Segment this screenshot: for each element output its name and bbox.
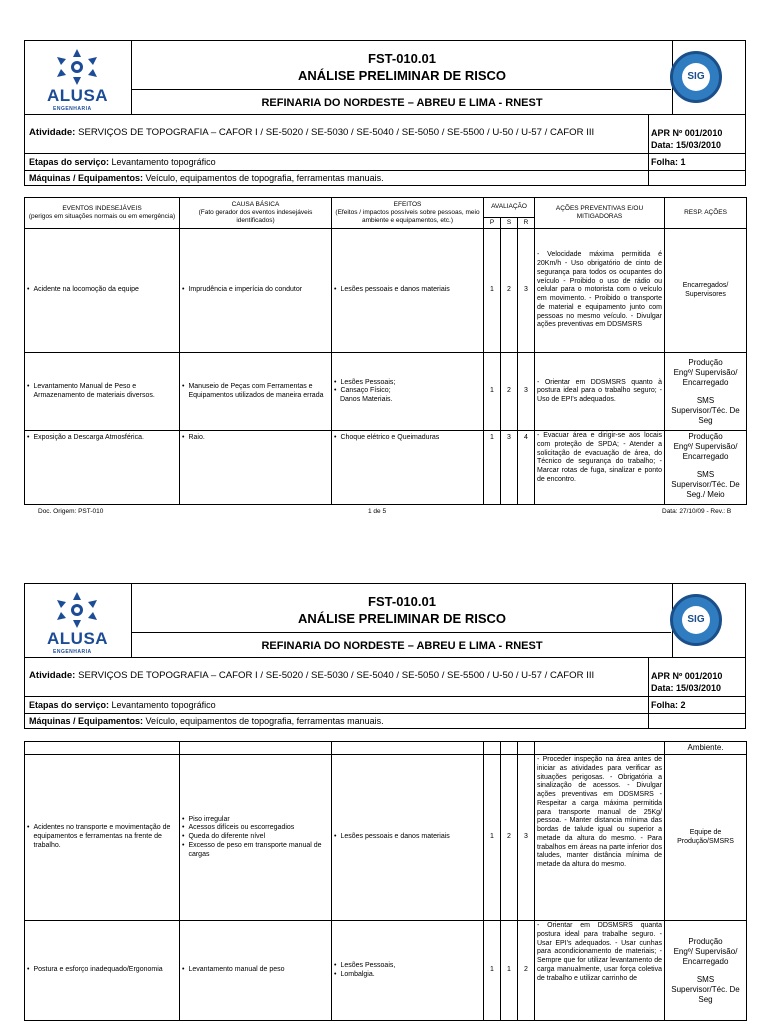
resp: Supervisor/Téc. De Seg./ Meio xyxy=(671,480,740,500)
acoes: - Orientar em DDSMSRS quanta postura ideal para trabalhe seguro. - Usar EPI's adequados. - Usar cunhas para acondicionamento de materiais; - Sempre que for utilizar levantamento de carga manualmente, usar força coletiva de trabalho e utilizar carrinho de xyxy=(535,921,665,1021)
table-row: • Levantamento Manual de Peso e Armazenamento de materiais diversos. • Manuseio de Peças com Ferramentas e Equipamentos utilizados de maneira errada • Lesões Pessoais; • Cansaço Físico; Danos Materiais. 1 2 3 - Orientar em DDSMSRS quanto à postura ideal para o trabalho seguro; - Uso de EPI's adequados. Produção Engº/ Supervisão/ Encarregado SMS Supervisor/Téc. De Seg xyxy=(25,353,747,431)
machines-label: Máquinas / Equipamentos: xyxy=(29,716,144,726)
r-value: 3 xyxy=(518,755,535,921)
causa: Manuseio de Peças com Ferramentas e Equipamentos utilizados de maneira errada xyxy=(188,382,324,399)
logo-subtext: ENGENHARIA xyxy=(53,106,92,112)
efeito: Cansaço Físico; xyxy=(340,387,391,395)
folha-number: Folha: 1 xyxy=(651,157,686,167)
s-value: 1 xyxy=(501,921,518,1021)
doc-code: FST-010.01 xyxy=(368,51,436,66)
efeito: Lesões pessoais e danos materiais xyxy=(340,286,450,294)
doc-title: ANÁLISE PRELIMINAR DE RISCO xyxy=(297,611,506,626)
steps-row xyxy=(29,157,216,167)
col-eventos: EVENTOS INDESEJÁVEIS (perigos em situações normais ou em emergência) xyxy=(25,198,180,229)
activity-text: SERVIÇOS DE TOPOGRAFIA – CAFOR I / SE-5020 / SE-5030 / SE-5040 / SE-5050 / SE-5500 / U-50 / U-57 / CAFOR III xyxy=(78,670,595,681)
table-row xyxy=(25,742,747,755)
p-value: 1 xyxy=(484,755,501,921)
steps-label: Etapas do serviço: xyxy=(29,157,110,167)
resp: Encarregados/ Supervisores xyxy=(665,229,747,353)
resp: Engº/ Supervisão/ Encarregado xyxy=(673,367,738,387)
steps-text: Levantamento topográfico xyxy=(111,700,216,710)
table-row: • Acidentes no transporte e movimentação de equipamentos e ferramentas na frente de trabalho. • Piso irregular • Acessos difíceis ou escorregadios • Queda do diferente nível • Excesso de peso em transporte manual de cargas • Lesões pessoais e danos materiais 1 2 3 - Proceder inspeção na área antes de iniciar as atividades para verificar as situações perigosas. - Obrigatória a sinalização de acessos. - Divulgar ações preventivas em DDSMSRS - Respeitar a carga máxima permitida para transporte manual de 25Kg/ pessoa. - Manter distancia mínima das bordas de talude igual ou superior a metade da altura do mesmo. - Para trabalhos em áreas na parte inferior dos taludes, manter distância mínima de metade da altura do mesmo. Equipe de Produção/SMSRS xyxy=(25,755,747,921)
resp: Equipe de Produção/SMSRS xyxy=(665,755,747,921)
machines-row xyxy=(29,716,384,726)
alusa-emblem-icon xyxy=(53,590,101,630)
p-value: 1 xyxy=(484,431,501,505)
col-avaliacao: AVALIAÇÃO xyxy=(484,198,535,218)
folha-number: Folha: 2 xyxy=(651,700,686,710)
col-causa: CAUSA BÁSICA (Fato gerador dos eventos indesejáveis identificados) xyxy=(180,198,332,229)
acoes: - Orientar em DDSMSRS quanto à postura ideal para o trabalho seguro; - Uso de EPI's adequados. xyxy=(535,353,665,431)
resp: Produção xyxy=(688,936,723,946)
causa: Piso irregular xyxy=(188,815,230,823)
p-value: 1 xyxy=(484,921,501,1021)
s-value: 2 xyxy=(501,755,518,921)
resp: SMS xyxy=(696,395,715,405)
table-row: • Postura e esforço inadequado/Ergonomia • Levantamento manual de peso • Lesões Pessoais, • Lombalgia. 1 1 2 - Orientar em DDSMSRS quanta postura ideal para trabalhe seguro. - Usar EPI's adequados. - Usar cunhas para acondicionamento de materiais; - Sempre que for utilizar levantamento de carga manualmente, usar força coletiva de trabalho e utilizar carrinho de Produção Engº/ Supervisão/ Encarregado SMS Supervisor/Téc. De Seg xyxy=(25,921,747,1021)
machines-label: Máquinas / Equipamentos: xyxy=(29,173,144,183)
acoes: - Velocidade máxima permitida é 20Km/h - Uso obrigatório de cinto de segurança para todos os ocupantes do veículo - Proibido o uso de rádio ou celular para o motorista com o veículo em movimento. - Proibido o transporte de material e equipamento junto com pessoas no mesmo veículo. - Divulgar ações preventivas em DDSMSRS xyxy=(535,229,665,353)
steps-text: Levantamento topográfico xyxy=(111,157,216,167)
logo-subtext: ENGENHARIA xyxy=(53,649,92,655)
acoes: - Proceder inspeção na área antes de iniciar as atividades para verificar as situações perigosas. - Obrigatória a sinalização de acessos. - Divulgar ações preventivas em DDSMSRS - Respeitar a carga máxima permitida para transporte manual de 25Kg/ pessoa. - Manter distancia mínima das bordas de talude igual ou superior a metade da altura do mesmo. - Para trabalhos em áreas na parte inferior dos taludes, manter distância mínima de metade da altura do mesmo. xyxy=(535,755,665,921)
logo-text: ALUSA xyxy=(47,86,109,105)
efeito: Choque elétrico e Queimaduras xyxy=(340,434,440,442)
machines-text: Veículo, equipamentos de topografia, ferramentas manuais. xyxy=(145,716,384,726)
table-header-row xyxy=(25,198,747,218)
plant-name: REFINARIA DO NORDESTE – ABREU E LIMA - RNEST xyxy=(261,97,543,109)
page2-header xyxy=(24,583,746,729)
col-acoes: AÇÕES PREVENTIVAS E/OU MITIGADORAS xyxy=(535,198,665,229)
table-row: • Exposição a Descarga Atmosférica. • Raio. • Choque elétrico e Queimaduras 1 3 4 - Evacuar área e dirigir-se aos locais com proteção de SPDA; - Atender a solicitação de evacuação de área, do Técnico de segurança do trabalho; - Marcar rotas de fuga, sinalizar e ponto de encontro. Produção Engº/ Supervisão/ Encarregado SMS Supervisor/Téc. De Seg./ Meio xyxy=(25,431,747,505)
efeito: Lesões Pessoais, xyxy=(340,961,396,969)
s-value: 3 xyxy=(501,431,518,505)
efeito: Danos Materiais. xyxy=(339,396,393,403)
steps-row xyxy=(29,700,216,710)
r-value: 2 xyxy=(518,921,535,1021)
resp: Ambiente. xyxy=(665,742,747,755)
efeito: Lesões pessoais e danos materiais xyxy=(340,833,450,841)
apr-number: APR Nº 001/2010 xyxy=(651,128,723,138)
col-efeitos: EFEITOS (Efeitos / impactos possíveis sobre pessoas, meio ambiente e equipamentos, etc.) xyxy=(332,198,484,229)
r-value: 3 xyxy=(518,229,535,353)
evento: Levantamento Manual de Peso e Armazenamento de materiais diversos. xyxy=(33,382,155,399)
resp: Supervisor/Téc. De Seg xyxy=(671,984,740,1004)
sig-seal xyxy=(670,51,722,103)
efeito: Lombalgia. xyxy=(340,970,375,978)
col-s: S xyxy=(501,218,518,229)
activity-label: Atividade: xyxy=(29,127,76,138)
sig-seal-text: SIG xyxy=(682,63,710,91)
page1-header xyxy=(24,40,746,186)
causa: Excesso de peso em transporte manual de cargas xyxy=(188,841,322,858)
footer-origin: Doc. Origem: PST-010 xyxy=(38,508,104,515)
logo-text: ALUSA xyxy=(47,629,109,648)
apr-date: Data: 15/03/2010 xyxy=(651,140,722,150)
doc-code: FST-010.01 xyxy=(368,594,436,609)
s-value: 2 xyxy=(501,353,518,431)
page1-risk-table xyxy=(24,197,747,505)
causa: Queda do diferente nível xyxy=(188,833,266,841)
sig-seal-text: SIG xyxy=(682,606,710,634)
footer-date: Data: 27/10/09 - Rev.: B xyxy=(662,508,732,515)
col-p: P xyxy=(484,218,501,229)
table-row: • Acidente na locomoção da equipe • Imprudência e imperícia do condutor • Lesões pessoais e danos materiais 1 2 3 - Velocidade máxima permitida é 20Km/h - Uso obrigatório de cinto de segurança para todos os ocupantes do veículo - Proibido o uso de rádio ou celular para o motorista com o veículo em movimento. - Proibido o transporte de material e equipamento junto com pessoas no mesmo veículo. - Divulgar ações preventivas em DDSMSRS Encarregados/ Supervisores xyxy=(25,229,747,353)
efeito: Lesões Pessoais; xyxy=(340,378,396,386)
resp: SMS xyxy=(696,470,715,480)
evento: Postura e esforço inadequado/Ergonomia xyxy=(33,966,163,974)
resp: Engº/ Supervisão/ Encarregado xyxy=(673,946,738,966)
causa: Acessos difíceis ou escorregadios xyxy=(188,824,295,832)
col-resp: RESP. AÇÕES xyxy=(665,198,747,229)
machines-text: Veículo, equipamentos de topografia, ferramentas manuais. xyxy=(145,173,384,183)
causa: Raio. xyxy=(188,434,205,442)
activity-line xyxy=(29,670,594,681)
alusa-logo xyxy=(25,41,131,114)
acoes: - Evacuar área e dirigir-se aos locais com proteção de SPDA; - Atender a solicitação de evacuação de área, do Técnico de segurança do trabalho; - Marcar rotas de fuga, sinalizar e ponto de encontro. xyxy=(535,431,665,505)
resp: Produção xyxy=(688,357,723,367)
evento: Exposição a Descarga Atmosférica. xyxy=(33,434,144,442)
footer-page: 1 de 5 xyxy=(368,508,387,515)
plant-name: REFINARIA DO NORDESTE – ABREU E LIMA - RNEST xyxy=(261,640,543,652)
activity-line xyxy=(29,127,594,138)
p-value: 1 xyxy=(484,229,501,353)
doc-title: ANÁLISE PRELIMINAR DE RISCO xyxy=(297,68,506,83)
causa: Levantamento manual de peso xyxy=(188,966,285,974)
p-value: 1 xyxy=(484,353,501,431)
resp: Produção xyxy=(688,432,723,442)
activity-text: SERVIÇOS DE TOPOGRAFIA – CAFOR I / SE-5020 / SE-5030 / SE-5040 / SE-5050 / SE-5500 / U-50 / U-57 / CAFOR III xyxy=(78,127,595,138)
alusa-emblem-icon xyxy=(53,47,101,87)
evento: Acidentes no transporte e movimentação de equipamentos e ferramentas na frente de trabalho. xyxy=(33,824,171,849)
r-value: 4 xyxy=(518,431,535,505)
s-value: 2 xyxy=(501,229,518,353)
causa: Imprudência e imperícia do condutor xyxy=(188,286,303,294)
evento: Acidente na locomoção da equipe xyxy=(33,286,139,294)
apr-number: APR Nº 001/2010 xyxy=(651,671,723,681)
page2-risk-table xyxy=(24,741,747,1021)
resp: Engº/ Supervisão/ Encarregado xyxy=(673,442,738,462)
apr-date: Data: 15/03/2010 xyxy=(651,683,722,693)
resp: SMS xyxy=(696,974,715,984)
resp: Supervisor/Téc. De Seg xyxy=(671,405,740,425)
sig-seal xyxy=(670,594,722,646)
activity-label: Atividade: xyxy=(29,670,76,681)
steps-label: Etapas do serviço: xyxy=(29,700,110,710)
machines-row xyxy=(29,173,384,183)
r-value: 3 xyxy=(518,353,535,431)
alusa-logo xyxy=(25,584,131,657)
col-r: R xyxy=(518,218,535,229)
